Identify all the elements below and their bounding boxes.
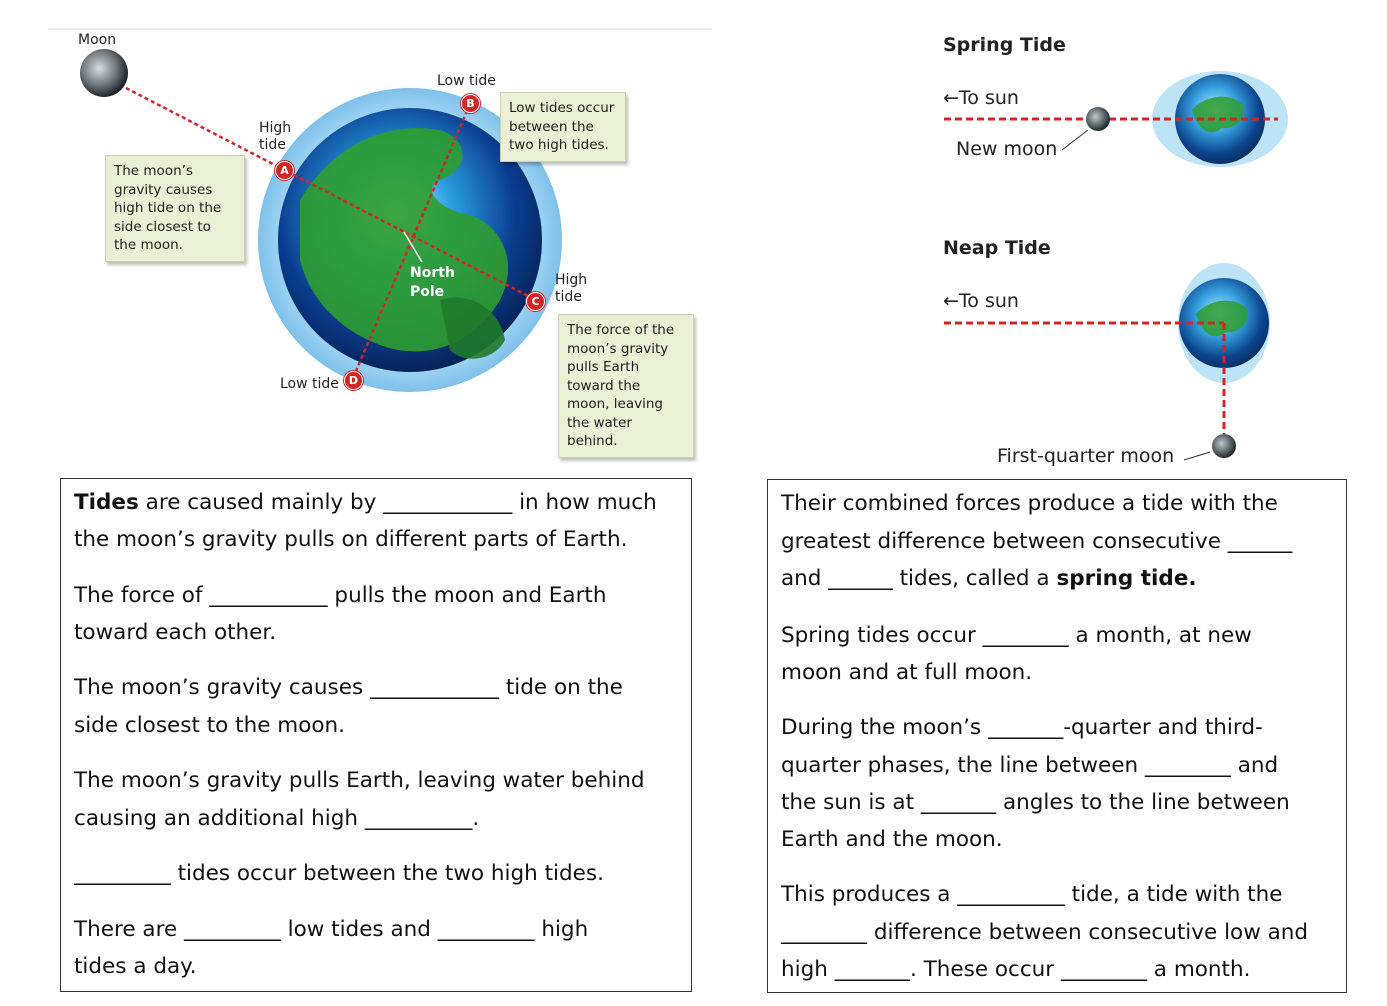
badge-a: A — [275, 161, 294, 180]
low-tide-label-d: Low tide — [280, 376, 339, 392]
notes-pull-line-2: causing an additional high __________. — [74, 806, 480, 831]
notes-force-line-1: The force of ___________ pulls the moon and Earth — [74, 583, 607, 608]
notes-quarter-line-2: quarter phases, the line between ________ and — [781, 753, 1279, 778]
badge-c: C — [526, 292, 545, 311]
notes-tides-line-1: Tides are caused mainly by ____________ in how much — [74, 490, 657, 515]
notes-count-line-1: There are _________ low tides and _________ high — [74, 917, 589, 942]
neap-tide-title: Neap Tide — [943, 237, 1051, 259]
notes-quarter-line-4: Earth and the moon. — [781, 827, 1003, 852]
spring-neap-notes-box — [767, 479, 1347, 993]
notes-neap-line-3: high _______. These occur ________ a month. — [781, 957, 1251, 982]
spring-to-sun-label: ←To sun — [943, 87, 1019, 109]
tides-term: Tides — [74, 490, 139, 515]
notes-spring-occur-line-2: moon and at full moon. — [781, 660, 1033, 685]
tides-notes-box — [60, 478, 692, 992]
low-tide-label-b: Low tide — [437, 73, 496, 89]
notes-count-line-2: tides a day. — [74, 954, 197, 979]
moon-label: Moon — [78, 32, 117, 48]
tide-diagram — [0, 0, 720, 470]
notes-combined-line-2: greatest difference between consecutive ______ — [781, 529, 1293, 554]
callout-force: The force of the moon’s gravity pulls Earth toward the moon, leaving the water behind. — [558, 314, 694, 458]
notes-neap-line-2: ________ difference between consecutive low and — [781, 920, 1309, 945]
notes-force-line-2: toward each other. — [74, 620, 277, 645]
neap-to-sun-label: ←To sun — [943, 290, 1019, 312]
high-tide-label-c: High tide — [555, 272, 588, 305]
callout-low-tide: Low tides occur between the two high tides. — [500, 92, 626, 162]
notes-quarter-line-3: the sun is at _______ angles to the line between — [781, 790, 1290, 815]
first-quarter-moon-label: First-quarter moon — [997, 445, 1175, 467]
notes-gravity-line-1: The moon’s gravity causes ____________ tide on the — [74, 675, 623, 700]
notes-spring-occur-line-1: Spring tides occur ________ a month, at new — [781, 623, 1252, 648]
badge-b: B — [461, 94, 480, 113]
new-moon-label: New moon — [956, 138, 1058, 160]
new-moon-image — [1086, 107, 1110, 131]
spring-tide-term: spring tide. — [1056, 566, 1197, 591]
notes-neap-line-1: This produces a __________ tide, a tide with the — [781, 882, 1283, 907]
notes-combined-line-3: and ______ tides, called a spring tide. — [781, 566, 1197, 591]
first-quarter-moon-image — [1212, 434, 1236, 458]
high-tide-label-a: High tide — [259, 120, 292, 153]
moon-image — [80, 49, 128, 97]
callout-high-tide: The moon’s gravity causes high tide on the side closest to the moon. — [105, 155, 245, 262]
badge-d: D — [344, 371, 363, 390]
north-pole-label: North Pole — [410, 265, 455, 300]
notes-tides-line-2: the moon’s gravity pulls on different parts of Earth. — [74, 527, 628, 552]
tide-types-diagram — [930, 0, 1370, 475]
notes-combined-line-1: Their combined forces produce a tide with the — [781, 491, 1278, 516]
spring-tide-title: Spring Tide — [943, 34, 1066, 56]
notes-gravity-line-2: side closest to the moon. — [74, 713, 345, 738]
notes-quarter-line-1: During the moon’s _______-quarter and third- — [781, 715, 1263, 740]
notes-low-tides-line: _________ tides occur between the two high tides. — [74, 861, 604, 886]
notes-pull-line-1: The moon’s gravity pulls Earth, leaving water behind — [74, 768, 645, 793]
